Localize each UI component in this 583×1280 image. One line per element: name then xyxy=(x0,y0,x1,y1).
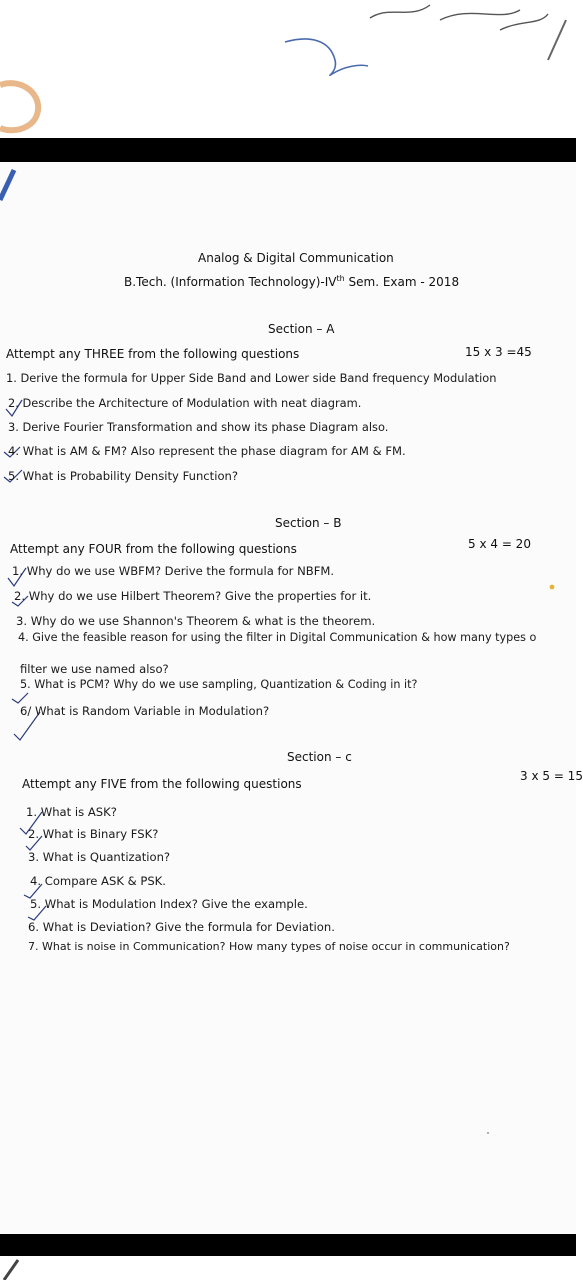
section-b-question: 5. What is PCM? Why do we use sampling, Quantization & Coding in it? xyxy=(20,678,418,691)
section-a-instruction: Attempt any THREE from the following questions xyxy=(6,347,300,361)
section-a-question: 2. Describe the Architecture of Modulation with neat diagram. xyxy=(8,396,362,410)
section-a-question: 1. Derive the formula for Upper Side Band and Lower side Band frequency Modulation xyxy=(6,371,497,385)
section-b-question: 4. Give the feasible reason for using the filter in Digital Communication & how many types o xyxy=(18,631,537,644)
section-c-question: 5. What is Modulation Index? Give the example. xyxy=(30,897,308,911)
section-c-question: 7. What is noise in Communication? How many types of noise occur in communication? xyxy=(28,940,510,953)
section-b-question: 1. Why do we use WBFM? Derive the formula for NBFM. xyxy=(12,564,335,578)
course-title: B.Tech. (Information Technology)-IVth Sem. Exam - 2018 xyxy=(124,274,460,289)
section-a-marks: 15 x 3 =45 xyxy=(465,345,532,359)
section-b-marks: 5 x 4 = 20 xyxy=(468,537,531,551)
section-a-title: Section – A xyxy=(268,322,335,336)
section-a-question: 5. What is Probability Density Function? xyxy=(8,469,239,483)
section-c-instruction: Attempt any FIVE from the following questions xyxy=(22,777,302,791)
section-b-instruction: Attempt any FOUR from the following questions xyxy=(10,542,297,556)
section-b-question-continuation: filter we use named also? xyxy=(20,662,169,676)
section-a-question: 4. What is AM & FM? Also represent the phase diagram for AM & FM. xyxy=(8,444,406,458)
section-c-title: Section – c xyxy=(287,750,352,764)
section-c-marks: 3 x 5 = 15 xyxy=(520,769,583,783)
exam-subject: Analog & Digital Communication xyxy=(198,251,394,265)
section-c-question: 1. What is ASK? xyxy=(26,805,117,819)
section-b-question: 3. Why do we use Shannon's Theorem & what is the theorem. xyxy=(16,614,376,628)
section-b-title: Section – B xyxy=(275,516,342,530)
section-c-question: 2. What is Binary FSK? xyxy=(28,827,159,841)
section-b-question: 6/ What is Random Variable in Modulation? xyxy=(20,704,270,718)
section-c-question: 3. What is Quantization? xyxy=(28,850,171,864)
section-a-question: 3. Derive Fourier Transformation and show its phase Diagram also. xyxy=(8,420,389,434)
section-c-question: 6. What is Deviation? Give the formula for Deviation. xyxy=(28,920,335,934)
section-c-question: 4. Compare ASK & PSK. xyxy=(30,874,166,888)
section-b-question: 2. Why do we use Hilbert Theorem? Give the properties for it. xyxy=(14,589,372,603)
